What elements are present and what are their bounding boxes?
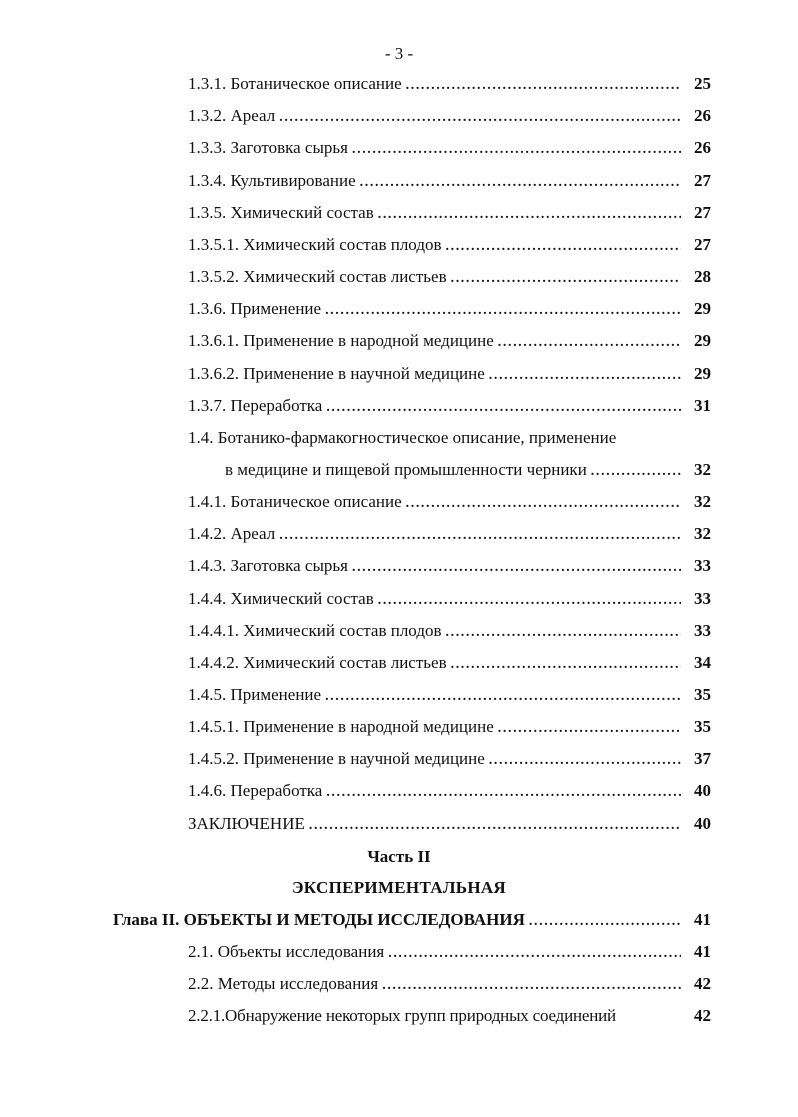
toc-entry-label: 2.1. Объекты исследования [188,942,385,961]
toc-entry-page: 40 [694,814,711,833]
toc-entry [188,491,711,513]
toc-entry-page: 29 [694,299,711,318]
toc-entry [188,555,711,577]
dot-leader [326,782,681,804]
toc-entry-label: в медицине и пищевой промышленности черники [225,460,587,479]
toc-entry-page: 26 [694,138,711,157]
dot-leader [382,975,681,997]
toc-entry [188,234,711,256]
dot-leader [388,943,681,965]
toc-entry-conclusion [188,813,711,835]
toc-entry [188,73,711,95]
toc-entry [188,523,711,545]
dot-leader [309,815,681,837]
toc-entry-page: 32 [694,524,711,543]
toc-entry-label: 1.3.5.1. Химический состав плодов [188,235,442,254]
toc-entry [188,620,711,642]
toc-entry-label: 1.4.4.2. Химический состав листьев [188,653,447,672]
dot-leader [406,75,681,97]
part-subheading: ЭКСПЕРИМЕНТАЛЬНАЯ [291,878,507,897]
toc-entry-page: 31 [694,396,711,415]
dot-leader [591,461,681,483]
dot-leader [326,397,681,419]
toc-entry-label: 1.3.7. Переработка [188,396,323,415]
toc-entry-label: 1.3.3. Заготовка сырья [188,138,348,157]
toc-entry [188,170,711,192]
toc-entry-label: 1.4.3. Заготовка сырья [188,556,348,575]
toc-entry [188,363,711,385]
dot-leader [489,365,681,387]
toc-entry-page: 33 [694,589,711,608]
toc-entry-page: 32 [694,492,711,511]
dot-leader [352,139,681,161]
toc-entry-label: 1.3.1. Ботаническое описание [188,74,402,93]
toc-chapter [113,909,711,931]
toc-entry-page: 25 [694,74,711,93]
toc-entry [188,652,711,674]
toc-entry-page: 27 [694,235,711,254]
toc-entry [188,941,711,963]
toc-entry-page: 29 [694,364,711,383]
toc-entry [188,684,711,706]
toc-entry-page: 28 [694,267,711,286]
toc-entry-label: 1.4.4.1. Химический состав плодов [188,621,442,640]
toc-entry-label: 1.4.5.2. Применение в научной медицине [188,749,485,768]
toc-entry-page: 33 [694,556,711,575]
toc-entry-label: 1.4.5.1. Применение в народной медицине [188,717,494,736]
dot-leader [529,911,681,933]
toc-entry-page: 32 [694,460,711,479]
toc-entry-page: 27 [694,203,711,222]
toc-entry [188,748,711,770]
toc-entry-label: 1.3.4. Культивирование [188,171,356,190]
toc-entry-page: 35 [694,717,711,736]
toc-entry [188,1005,711,1027]
toc-entry-label: 1.3.6.1. Применение в народной медицине [188,331,494,350]
dot-leader [498,332,681,354]
toc-entry [188,780,711,802]
toc-entry-page: 29 [694,331,711,350]
dot-leader [451,268,681,290]
dot-leader [352,557,681,579]
toc-entry [188,202,711,224]
dot-leader [325,686,681,708]
toc-entry-label: 1.4.1. Ботаническое описание [188,492,402,511]
toc-entry-label: 1.4.6. Переработка [188,781,323,800]
toc-entry-label: 1.3.6.2. Применение в научной медицине [188,364,485,383]
toc-entry-label: 2.2.1.Обнаружение некоторых групп природных соединений [188,1006,616,1025]
toc-entry-page: 41 [694,942,711,961]
toc-entry-label: 1.4.5. Применение [188,685,322,704]
toc-entry-label: 1.4.2. Ареал [188,524,276,543]
toc-entry-label: 1.3.5.2. Химический состав листьев [188,267,447,286]
toc-entry-label: ЗАКЛЮЧЕНИЕ [188,814,305,833]
toc-entry-page: 40 [694,781,711,800]
toc-entry-page: 37 [694,749,711,768]
toc-entry-label-line1: 1.4. Ботанико-фармакогностическое описание, применение [188,428,617,447]
toc-entry [188,395,711,417]
toc-entry [188,266,711,288]
toc-entry-label: 1.3.2. Ареал [188,106,276,125]
toc-entry [188,298,711,320]
dot-leader [446,236,682,258]
dot-leader [360,172,681,194]
toc-entry [188,330,711,352]
toc-entry [188,137,711,159]
toc-entry [225,459,711,481]
dot-leader [378,204,681,226]
dot-leader [279,525,681,547]
toc-entry-page: 27 [694,171,711,190]
toc-entry [188,716,711,738]
toc-entry-page: 33 [694,621,711,640]
dot-leader [451,654,681,676]
toc-entry [188,973,711,995]
dot-leader [489,750,681,772]
dot-leader [378,590,681,612]
dot-leader [406,493,681,515]
toc-entry [188,105,711,127]
toc-entry [188,588,711,610]
dot-leader [446,622,682,644]
toc-chapter-page: 41 [694,910,711,929]
toc-chapter-label: Глава II. ОБЪЕКТЫ И МЕТОДЫ ИССЛЕДОВАНИЯ [113,910,525,929]
toc-entry-page: 26 [694,106,711,125]
dot-leader [279,107,681,129]
dot-leader [325,300,681,322]
part-heading: Часть II [367,847,431,866]
page-number: - 3 - [384,44,414,63]
toc-entry-label: 1.3.6. Применение [188,299,322,318]
toc-entry-page: 42 [694,1006,711,1025]
dot-leader [498,718,681,740]
toc-entry-page: 42 [694,974,711,993]
toc-entry-label: 2.2. Методы исследования [188,974,379,993]
toc-entry-label: 1.4.4. Химический состав [188,589,374,608]
toc-entry-page: 35 [694,685,711,704]
toc-entry-page: 34 [694,653,711,672]
toc-entry-label: 1.3.5. Химический состав [188,203,374,222]
